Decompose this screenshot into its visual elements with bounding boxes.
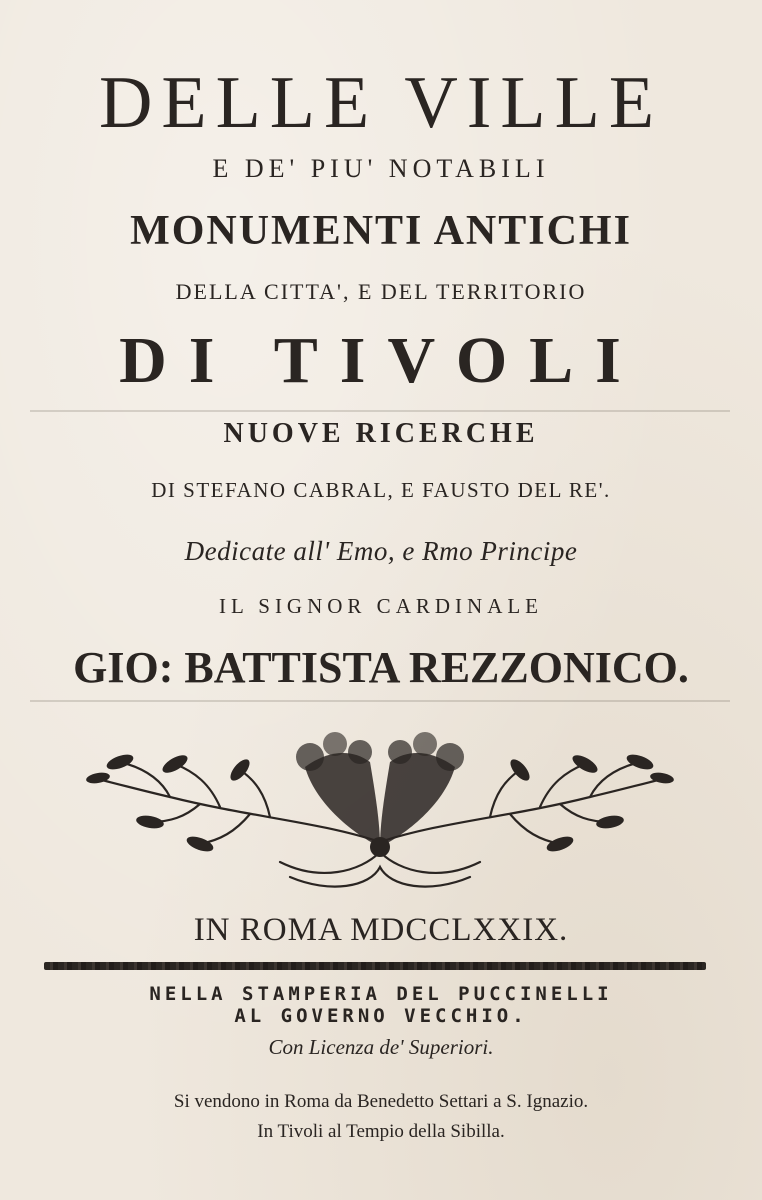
cornucopia-floral-ornament-icon [80, 722, 680, 902]
cardinal-name-line: GIO: BATTISTA REZZONICO. [73, 643, 689, 692]
faint-rule-top [30, 410, 730, 412]
authors-line: DI STEFANO CABRAL, E FAUSTO DEL RE'. [151, 478, 611, 502]
title-delle-ville: DELLE VILLE [98, 62, 664, 144]
faint-rule-mid [30, 700, 730, 702]
cardinal-title-line: IL SIGNOR CARDINALE [218, 594, 544, 618]
printer-line-2: AL GOVERNO VECCHIO. [234, 1005, 528, 1027]
printer-line-1: NELLA STAMPERIA DEL PUCCINELLI [149, 983, 613, 1005]
thick-rule [44, 962, 706, 970]
title-di-tivoli: DI TIVOLI [119, 324, 643, 397]
subtitle-nuove-ricerche: NUOVE RICERCHE [223, 418, 539, 449]
license-line: Con Licenza de' Superiori. [268, 1035, 494, 1059]
dedication-line: Dedicate all' Emo, e Rmo Principe [184, 536, 578, 566]
seller-line-2: In Tivoli al Tempio della Sibilla. [257, 1121, 505, 1142]
seller-line-1: Si vendono in Roma da Benedetto Settari a S. Ignazio. [173, 1091, 589, 1112]
subtitle-notabili: E DE' PIU' NOTABILI [212, 154, 550, 183]
subtitle-citta-territorio: DELLA CITTA', E DEL TERRITORIO [175, 279, 587, 304]
title-monumenti-antichi: MONUMENTI ANTICHI [130, 208, 632, 254]
imprint-place-date: IN ROMA MDCCLXXIX. [193, 912, 569, 948]
